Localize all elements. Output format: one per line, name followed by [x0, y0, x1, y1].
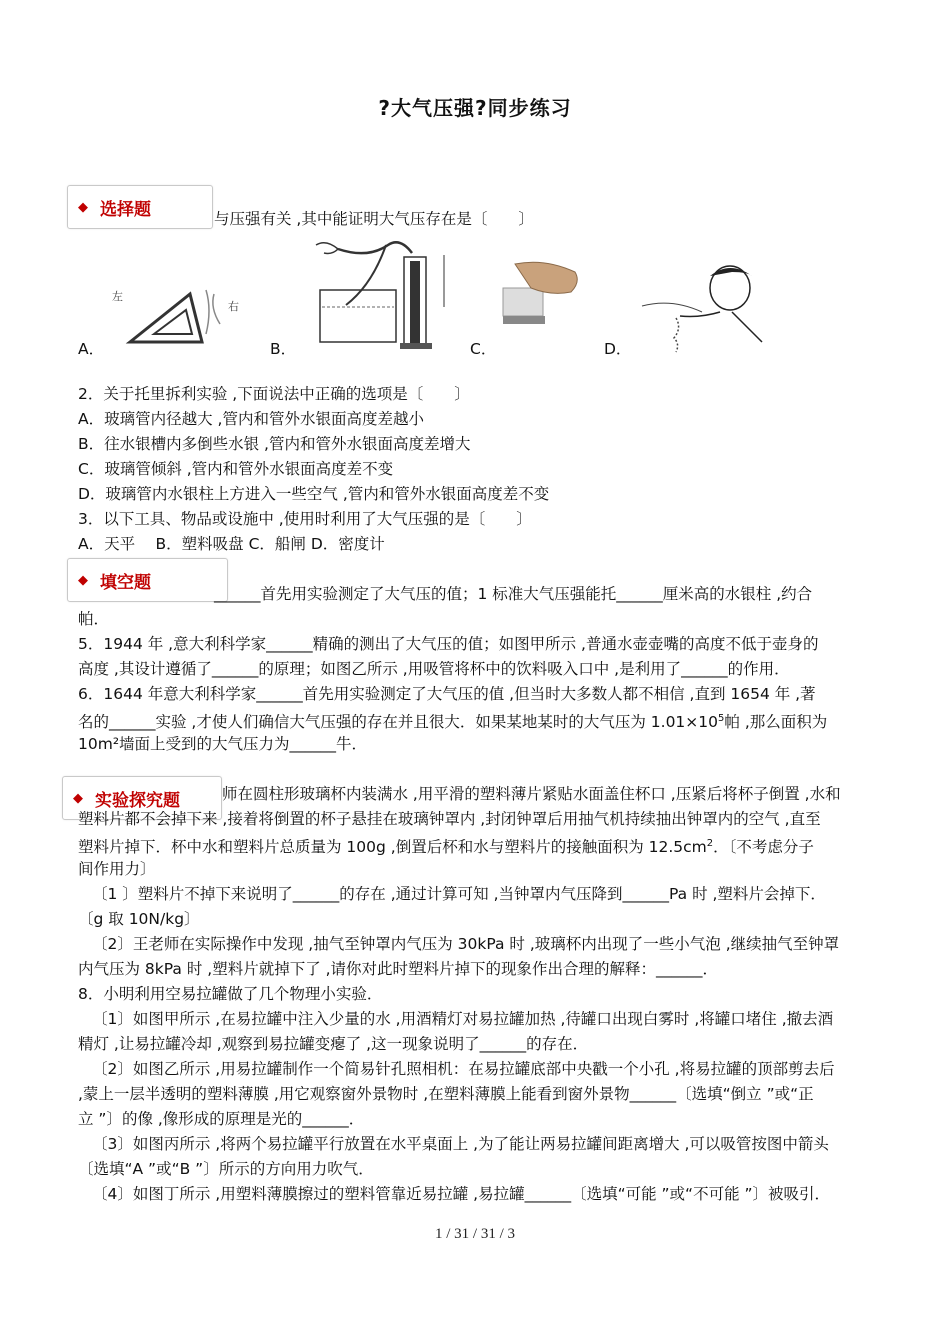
- q7-line-3-tail: ．〔不考虑分子: [713, 838, 814, 857]
- q5-line-1: 5．1944 年 ,意大利科学家______精确的测出了大气压的值；如图甲所示 ,普通水壶壶嘴的高度不低于壶身的: [78, 635, 819, 653]
- q8-part-4: 〔4〕如图丁所示 ,用塑料薄膜擦过的塑料管靠近易拉罐 ,易拉罐______〔选填“可能 ”或“不可能 ”〕被吸引．: [92, 1185, 831, 1203]
- q6-line-3: 10m²墙面上受到的大气压力为______牛．: [78, 735, 368, 753]
- q6-line-2: [78, 708, 827, 733]
- q7-line-3: [78, 833, 814, 858]
- q2-option-d: D．玻璃管内水银柱上方进入一些空气 ,管内和管外水银面高度差不变: [78, 485, 550, 503]
- q2-option-c: C．玻璃管倾斜 ,管内和管外水银面高度差不变: [78, 460, 394, 478]
- figure-c-cup-card: [497, 258, 589, 334]
- diamond-icon: ◆: [78, 199, 88, 215]
- q8-part-2c: 立 ”〕的像 ,像形成的原理是光的______．: [78, 1110, 365, 1128]
- q7-part-1b: 〔g 取 10N/kg〕: [78, 910, 200, 928]
- q5-line-2: 高度 ,其设计遵循了______的原理；如图乙所示 ,用吸管将杯中的饮料吸入口中 ,是利用了______的作用．: [78, 660, 790, 678]
- section-badge-choice: [67, 185, 213, 229]
- page-number: 1 / 31 / 31 / 3: [434, 1226, 515, 1242]
- q2-stem: 2．关于托里拆利实验 ,下面说法中正确的选项是〔 〕: [78, 385, 470, 403]
- figure-b-siphon-tube: [296, 235, 466, 357]
- q8-part-2b: ,蒙上一层半透明的塑料薄膜 ,用它观察窗外景物时 ,在塑料薄膜上能看到窗外景物______〔选填“倒立 ”或“正: [78, 1085, 814, 1103]
- figure-a-triangle-ruler: [110, 276, 250, 352]
- q4-line-1: ______首先用实验测定了大气压的值；1 标准大气压强能托______厘米高的水银柱 ,约合: [214, 585, 813, 603]
- q8-part-1a: 〔1〕如图甲所示 ,在易拉罐中注入少量的水 ,用酒精灯对易拉罐加热 ,待罐口出现白雾时 ,将罐口堵住 ,撤去酒: [92, 1010, 834, 1028]
- q8-part-1b: 精灯 ,让易拉罐冷却 ,观察到易拉罐变瘪了 ,这一现象说明了______的存在．: [78, 1035, 589, 1053]
- section-title: 填空题: [100, 572, 151, 593]
- q7-line-4: 间作用力〕: [78, 860, 156, 878]
- q8-stem: 8．小明利用空易拉罐做了几个物理小实验．: [78, 985, 383, 1003]
- section-title: 实验探究题: [95, 790, 180, 811]
- q1-option-a: A．: [78, 340, 105, 358]
- q6-line-2-tail: 帕 ,那么面积为: [724, 713, 828, 732]
- diamond-icon: ◆: [73, 790, 83, 806]
- q6-line-2-text: 名的______实验 ,才使人们确信大气压强的存在并且很大．如果某地某时的大气压为 1.01×10: [78, 713, 719, 732]
- q7-part-1a: 〔1 〕塑料片不掉下来说明了______的存在 ,通过计算可知 ,当钟罩内气压降到______Pa 时 ,塑料片会掉下．: [92, 885, 826, 903]
- page-title: ?大气压强?同步练习: [378, 96, 572, 120]
- q1-option-d: D．: [604, 340, 632, 358]
- q2-option-a: A．玻璃管内径越大 ,管内和管外水银面高度差越小: [78, 410, 424, 428]
- q7-exponent: 2: [706, 838, 714, 849]
- svg-text:右: 右: [228, 300, 239, 313]
- q8-part-2a: 〔2〕如图乙所示 ,用易拉罐制作一个简易针孔照相机：在易拉罐底部中央戳一个小孔 ,将易拉罐的顶部剪去后: [92, 1060, 835, 1078]
- q7-part-2a: 〔2〕王老师在实际操作中发现 ,抽气至钟罩内气压为 30kPa 时 ,玻璃杯内出现了一些小气泡 ,继续抽气至钟罩: [92, 935, 840, 953]
- q3-stem: 3．以下工具、物品或设施中 ,使用时利用了大气压强的是〔 〕: [78, 510, 532, 528]
- q4-line-2: 帕．: [78, 610, 110, 628]
- q1-option-b: B．: [270, 340, 297, 358]
- q6-line-1: 6．1644 年意大利科学家______首先用实验测定了大气压的值 ,但当时大多数人都不相信 ,直到 1654 年 ,著: [78, 685, 816, 703]
- q7-line-2: 塑料片都不会掉下来 ,接着将倒置的杯子悬挂在玻璃钟罩内 ,封闭钟罩后用抽气机持续抽出钟罩内的空气 ,直至: [78, 810, 821, 828]
- q7-line-3-text: 塑料片掉下．杯中水和塑料片总质量为 100g ,倒置后杯和水与塑料片的接触面积为 12.5cm: [78, 838, 707, 857]
- section-badge-fill: [67, 558, 228, 602]
- q7-part-2b: 内气压为 8kPa 时 ,塑料片就掉下了 ,请你对此时塑料片掉下的现象作出合理的解释：______．: [78, 960, 719, 978]
- q3-options: A．天平 B．塑料吸盘 C．船闸 D．密度计: [78, 535, 385, 553]
- q8-part-3a: 〔3〕如图丙所示 ,将两个易拉罐平行放置在水平桌面上 ,为了能让两易拉罐间距离增大 ,可以吸管按图中箭头: [92, 1135, 829, 1153]
- q1-stem: 与压强有关 ,其中能证明大气压存在是〔 〕: [214, 210, 534, 228]
- q2-option-b: B．往水银槽内多倒些水银 ,管内和管外水银面高度差增大: [78, 435, 471, 453]
- diamond-icon: ◆: [78, 572, 88, 588]
- q6-exponent: 5: [718, 713, 725, 724]
- q8-part-3b: 〔选填“A ”或“B ”〕所示的方向用力吹气．: [78, 1160, 374, 1178]
- figure-d-boy-blowing: [632, 262, 772, 358]
- q1-option-c: C．: [470, 340, 497, 358]
- svg-text:左: 左: [112, 290, 123, 303]
- section-title: 选择题: [100, 199, 151, 220]
- q7-line-1: 师在圆柱形玻璃杯内装满水 ,用平滑的塑料薄片紧贴水面盖住杯口 ,压紧后将杯子倒置 ,水和: [222, 785, 841, 803]
